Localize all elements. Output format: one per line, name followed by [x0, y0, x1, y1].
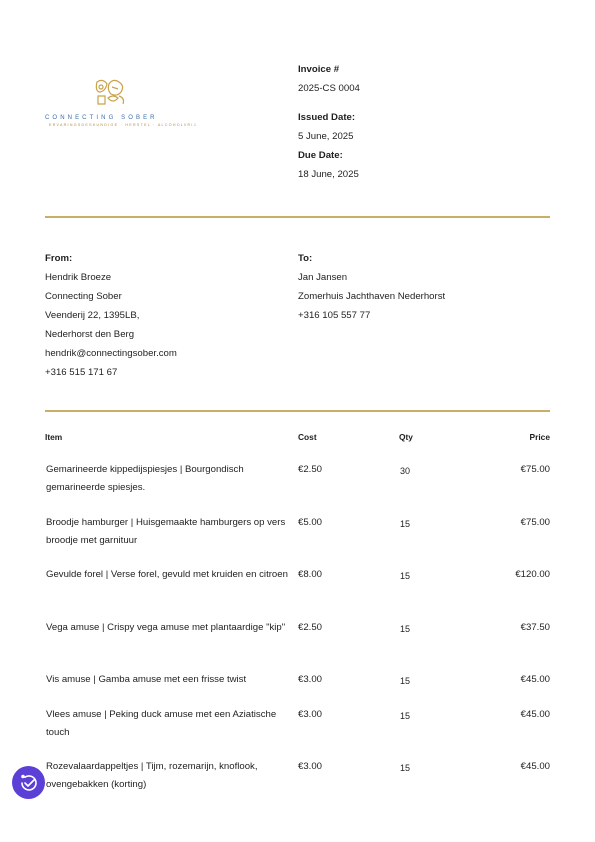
table-row: [0, 461, 595, 513]
divider: [45, 410, 550, 412]
from-address-city: Nederhorst den Berg: [45, 329, 135, 340]
from-company: Connecting Sober: [45, 291, 122, 302]
from-label: From:: [45, 253, 73, 264]
from-email: hendrik@connectingsober.com: [45, 348, 177, 359]
due-date-label: Due Date:: [298, 150, 343, 161]
column-header-qty: Qty: [399, 432, 413, 442]
item-price: €75.00: [520, 517, 550, 528]
to-company: Zomerhuis Jachthaven Nederhorst: [298, 291, 446, 302]
item-qty: 15: [400, 571, 411, 581]
column-header-price: Price: [529, 432, 550, 442]
item-price: €45.00: [520, 674, 550, 685]
invoice-number-label: Invoice #: [298, 64, 340, 75]
table-row: [0, 758, 595, 810]
item-qty: 15: [400, 624, 411, 634]
connecting-sober-logo-icon: [93, 78, 129, 108]
item-cost: €2.50: [298, 622, 323, 633]
accessibility-check-button[interactable]: [12, 766, 45, 799]
item-cost: €3.00: [298, 709, 323, 720]
table-row: [0, 514, 595, 566]
logo-tagline: ERVARINGSDESKUNDIGE · HERSTEL · ALCOHOLVRIJ: [49, 123, 197, 127]
item-description: Vis amuse | Gamba amuse met een frisse twist: [46, 674, 247, 685]
item-description: Vega amuse | Crispy vega amuse met plantaardige "kip": [46, 622, 286, 633]
table-row: [0, 619, 595, 671]
column-header-item: Item: [45, 432, 63, 442]
item-qty: 15: [400, 519, 411, 529]
issued-date-label: Issued Date:: [298, 112, 356, 123]
to-label: To:: [298, 253, 313, 264]
item-description: Vlees amuse | Peking duck amuse met een Aziatische touch: [46, 709, 277, 738]
item-price: €45.00: [520, 709, 550, 720]
item-price: €37.50: [520, 622, 550, 633]
from-phone: +316 515 171 67: [45, 367, 118, 378]
due-date: 18 June, 2025: [298, 169, 359, 180]
item-qty: 15: [400, 763, 411, 773]
item-cost: €3.00: [298, 761, 323, 772]
item-price: €120.00: [515, 569, 550, 580]
item-cost: €8.00: [298, 569, 323, 580]
item-cost: €2.50: [298, 464, 323, 475]
item-price: €75.00: [520, 464, 550, 475]
item-cost: €3.00: [298, 674, 323, 685]
invoice-number: 2025-CS 0004: [298, 83, 360, 94]
from-address-street: Veenderij 22, 1395LB,: [45, 310, 140, 321]
table-row: [0, 566, 595, 618]
to-name: Jan Jansen: [298, 272, 348, 283]
item-description: Gemarineerde kippedijspiesjes | Bourgondisch gemarineerde spiesjes.: [46, 464, 244, 493]
item-description: Rozevalaardappeltjes | Tijm, rozemarijn, knoflook, ovengebakken (korting): [46, 761, 258, 790]
from-name: Hendrik Broeze: [45, 272, 112, 283]
company-logo: [45, 78, 197, 128]
item-description: Broodje hamburger | Huisgemaakte hamburgers op vers broodje met garnituur: [46, 517, 286, 546]
logo-wordmark: CONNECTING SOBER: [45, 115, 158, 121]
column-header-cost: Cost: [298, 432, 317, 442]
item-description: Gevulde forel | Verse forel, gevuld met kruiden en citroen: [46, 569, 288, 580]
accessibility-check-icon: [18, 772, 40, 794]
item-price: €45.00: [520, 761, 550, 772]
table-row: [0, 706, 595, 758]
to-phone: +316 105 557 77: [298, 310, 371, 321]
divider: [45, 216, 550, 218]
issued-date: 5 June, 2025: [298, 131, 354, 142]
from-block: [45, 252, 295, 385]
item-cost: €5.00: [298, 517, 323, 528]
invoice-meta: [298, 63, 548, 181]
item-qty: 15: [400, 676, 411, 686]
item-qty: 15: [400, 711, 411, 721]
item-qty: 30: [400, 466, 411, 476]
to-block: [298, 252, 548, 328]
